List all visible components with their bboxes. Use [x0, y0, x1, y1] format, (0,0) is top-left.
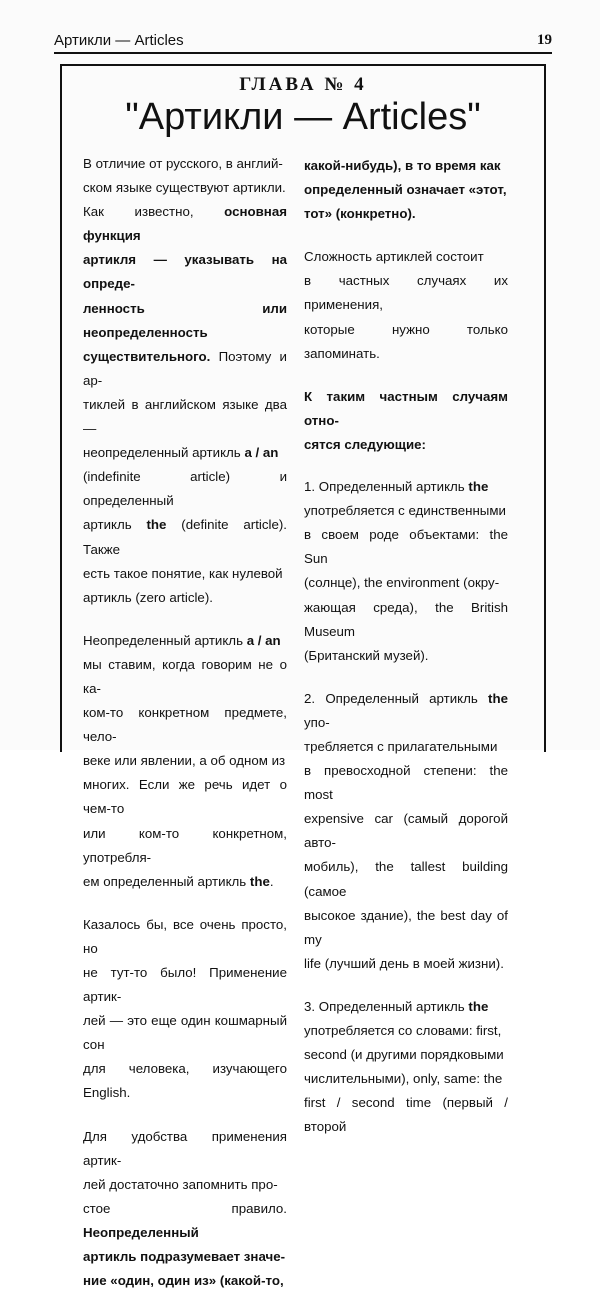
- rule-2: 2. Определенный артикль the упо- требляется с прилагательными в превосходной степени: the most expensive car (самый дорогой авто- мобиль), the tallest building (самое высокое здание), the best day of my life (лучший день в моей жизни).: [304, 690, 508, 971]
- chapter-label: ГЛАВА № 4: [239, 74, 367, 95]
- left-column: [83, 152, 287, 1312]
- paragraph-rule: Для удобства применения артик- лей достаточно запомнить про- стое правило. Неопределенный артикль подразумевает значе- ние «один, один из» (какой-то,: [83, 1128, 287, 1289]
- paragraph-nightmare: Казалось бы, все очень просто, но не тут-то было! Применение артик- лей — это еще один кошмарный сон для человека, изучающего English.: [83, 916, 287, 1101]
- rule-3: 3. Определенный артикль the употребляется со словами: first, second (и другими порядковыми числительными), only, same: the first / second time (первый / второй: [304, 998, 508, 1135]
- paragraph-cases-heading: К таким частным случаям отно- сятся следующие:: [304, 388, 508, 452]
- rule-1: 1. Определенный артикль the употребляется с единственными в своем роде объектами: the Sun (солнце), the environment (окру- жающая среда), the British Museum (Британский музей).: [304, 479, 508, 663]
- running-header: [54, 28, 552, 54]
- paragraph-difficulty: Сложность артиклей состоит в частных случаях их применения, которые нужно только запоминать.: [304, 249, 508, 361]
- paragraph-definite-meaning: какой-нибудь), в то время как определенный означает «этот, тот» (конкретно).: [304, 158, 507, 222]
- chapter-title: "Артикли — Articles": [125, 96, 481, 138]
- right-column: [304, 154, 508, 1158]
- paragraph-intro: В отличие от русского, в англий- ском языке существуют артикли. Как известно, основная функция артикля — указывать на опреде- ленность или неопределенность существительного. Поэтому и ар- тиклей в английском языке два — неопределенный артикль a / an (indefinite article) и определенный артикль the (definite article). Также есть такое понятие, как нулевой артикль (zero article).: [83, 156, 287, 605]
- running-title: Артикли — Articles: [54, 32, 184, 49]
- page-number: 19: [537, 32, 552, 48]
- paragraph-indefinite: Неопределенный артикль a / an мы ставим, когда говорим не о ка- ком-то конкретном предмете, чело- веке или явлении, а об одном из многих. Если же речь идет о чем-то или ком-то конкретном, употребля- ем определенный артикль the.: [83, 632, 287, 889]
